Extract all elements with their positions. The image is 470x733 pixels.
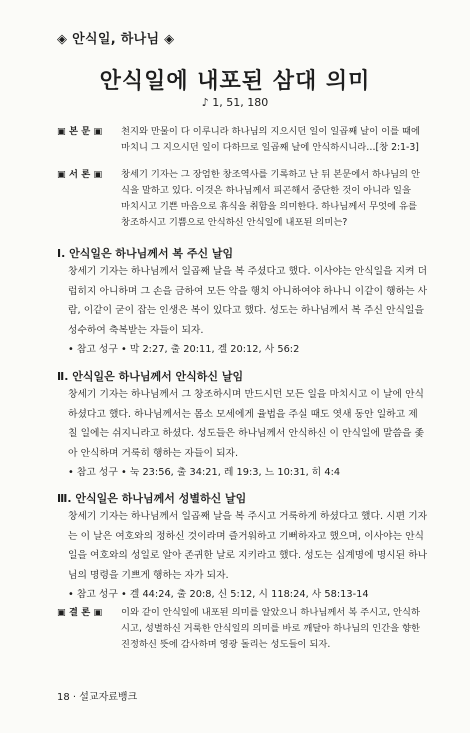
section-1-references: • 참고 성구 • 막 2:27, 출 20:11, 겔 20:12, 사 56:2: [68, 344, 300, 355]
section-2-text: 창세기 기자는 하나님께서 그 창조하시며 만드시던 모든 일을 마치시고 이 날에 안식하셨다고 했다. 하나님께서는 몸소 모세에게 율법을 주실 때도 엿새 동안 일하고 제 칠 일에는 쉬지니라고 하셨다. 성도들은 하나님께서 안식하신 이 안식일에 말씀을 좇아 안식하며 거룩히 행하는 자들이 되자.: [68, 389, 425, 459]
introduction-label: ▣ 서 론 ▣: [57, 169, 103, 180]
page-footer: 18 · 설교자료뱅크: [57, 692, 138, 703]
conclusion-text: 이와 같이 안식일에 내포된 의미를 알았으니 하나님께서 복 주시고, 안식하시고, 성별하신 거룩한 안식일의 의미를 바로 깨달아 하나님의 인간을 향한 진정하신 뜻에 감사하며 영광 돌리는 성도들이 되자.: [121, 607, 420, 650]
hymn-numbers: ♪ 1, 51, 180: [201, 96, 269, 109]
introduction-text: 창세기 기자는 그 장엄한 창조역사를 기록하고 난 뒤 본문에서 하나님의 안식을 말하고 있다. 이것은 하나님께서 피곤해서 중단한 것이 아니라 일을 마치시고 기쁜 마음으로 휴식을 취함을 의미한다. 하나님께서 무엇에 유를 창조하시고 기쁨으로 안식하신 안식일에 내포된 의미는?: [121, 169, 420, 228]
section-3-references: • 참고 성구 • 겔 44:24, 출 20:8, 신 5:12, 시 118:24, 사 58:13-14: [68, 589, 369, 600]
conclusion-label: ▣ 결 론 ▣: [57, 607, 103, 618]
section-3-title: Ⅲ. 안식일은 하나님께서 성별하신 날임: [57, 492, 247, 505]
sermon-title: 안식일에 내포된 삼대 의미: [99, 69, 371, 94]
chapter-header: ◈ 안식일, 하나님 ◈: [57, 32, 175, 47]
section-2-title: Ⅱ. 안식일은 하나님께서 안식하신 날임: [57, 370, 244, 383]
scripture-label: ▣ 본 문 ▣: [57, 126, 103, 137]
section-1-title: Ⅰ. 안식일은 하나님께서 복 주신 날임: [57, 247, 234, 260]
section-3-text: 창세기 기자는 하나님께서 일곱째 날을 복 주시고 거룩하게 하셨다고 했다. 시편 기자는 이 날은 여호와의 정하신 것이라며 즐거워하고 기뻐하자고 했으며, 이사야는 안식일을 여호와의 성일로 알아 존귀한 날로 지키라고 했다. 성도는 십계명에 명시된 하나님의 명령을 기쁘게 행하는 자가 되자.: [68, 511, 428, 581]
section-2-body: [68, 385, 428, 483]
scripture-text: 천지와 만물이 다 이루니라 하나님의 지으시던 일이 일곱째 날이 이를 때에 마치니 그 지으시던 일이 다하므로 일곱째 날에 안식하시니라…[창 2:1-3]: [121, 126, 420, 153]
section-1-body: [68, 262, 428, 360]
section-2-references: • 참고 성구 • 눅 23:56, 출 34:21, 레 19:3, 느 10:31, 히 4:4: [68, 467, 341, 478]
introduction-block: [57, 167, 422, 231]
section-1-text: 창세기 기자는 하나님께서 일곱째 날을 복 주셨다고 했다. 이사야는 안식일을 지켜 더럽히지 아니하며 그 손을 금하여 모든 악을 행치 아니하여야 하나니 이같이 행하는 사람, 이같이 굳이 잡는 인생은 복이 있다고 했다. 성도는 하나님께서 복 주신 안식일을 성수하여 축복받는 자들이 되자.: [68, 266, 428, 336]
scripture-block: [57, 124, 422, 156]
conclusion-block: [57, 605, 422, 653]
section-3-body: [68, 507, 428, 605]
